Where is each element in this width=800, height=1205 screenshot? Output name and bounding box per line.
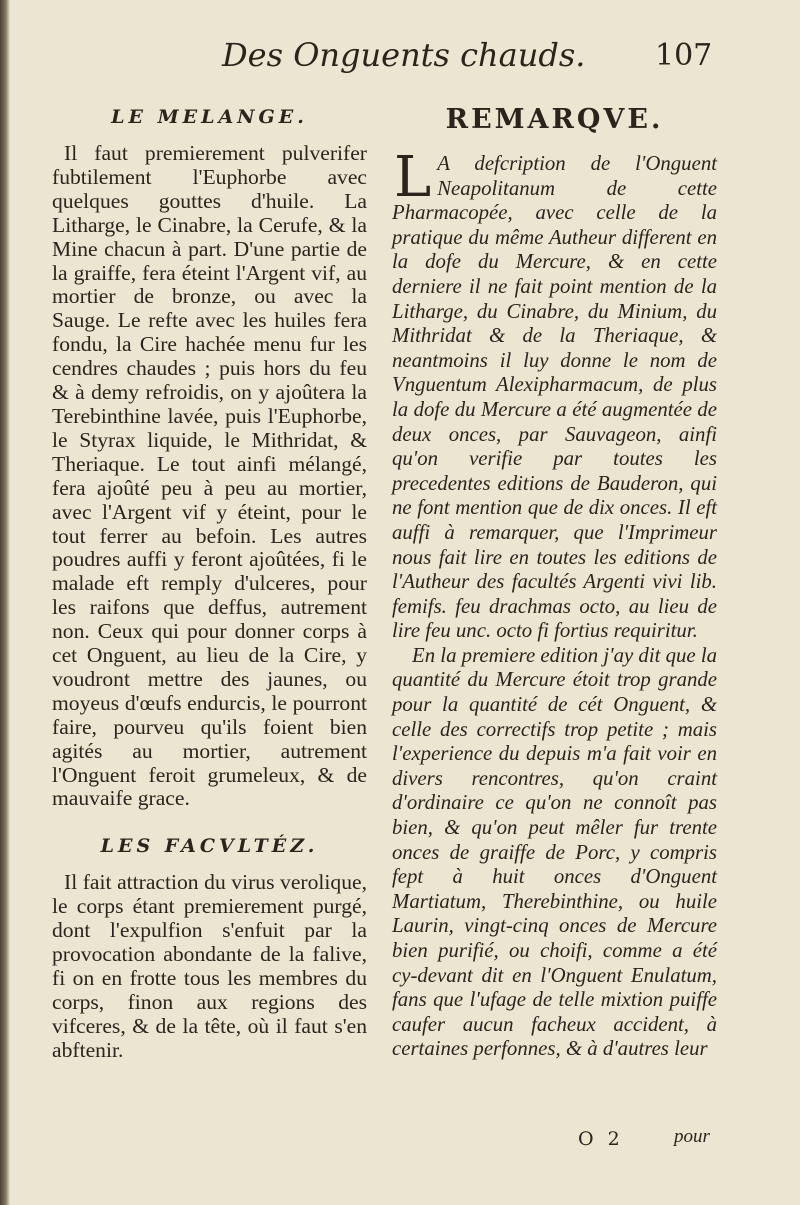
paragraph-melange: Il faut premierement pulverifer fubtilement l'Euphorbe avec quelques gouttes d'huile. La Litharge, le Cinabre, la Cerufe, & la Mine chacun à part. D'une partie de la graiffe, fera éteint l'Argent vif, au mortier de bronze, ou avec la Sauge. Le refte avec les huiles fera fondu, la Cire hachée menu fur les cendres chaudes ; puis hors du feu & à demy refroidis, on y ajoûtera la Terebinthine lavée, puis l'Euphorbe, le Styrax liquide, le Mithridat, & Theriaque. Le tout ainfi mélangé, fera ajoûté peu à peu au mortier, avec l'Argent vif y éteint, pour le tout ferrer au befoin. Les autres poudres auffi y feront ajoûtées, fi le malade eft remply d'ulceres, pour les raifons que deffus, autrement non. Ceux qui pour donner corps à cet Onguent, au lieu de la Cire, y voudront mettre des jaunes, ou moyeus d'œufs endurcis, le pourront faire, pourveu qu'ils foient bien agités au mortier, autrement l'Onguent feroit grumeleux, & de mauvaife grace. (52, 141, 367, 811)
drop-cap: L (394, 145, 432, 210)
paragraph-remarque-2: En la premiere edition j'ay dit que la quantité du Mercure étoit trop grande pour la quantité de cét Onguent, & celle des correctifs trop petite ; mais l'experience du depuis m'a fait voir en divers rencontres, qu'on craint d'ordinaire ce qu'on ne connoît pas bien, & qu'on peut mêler fur trente onces de graiffe de Porc, y compris fept à huit onces d'Onguent Martiatum, Therebinthine, ou huile Laurin, vingt-cinq onces de Mercure bien purifié, ou choifi, comme a été cy-devant dit en l'Onguent Enulatum, fans que l'ufage de telle mixtion puiffe caufer aucun facheux accident, à certaines perfonnes, & à d'autres leur (392, 643, 717, 1061)
signature-mark: O 2 (578, 1128, 624, 1150)
page-number: 107 (655, 38, 713, 73)
left-column (52, 100, 367, 1063)
catchword: pour (674, 1126, 710, 1147)
paragraph-remarque-1-text: A defcription de l'Onguent Neapolitanum de cette Pharmacopée, avec celle de la pratique du même Autheur different en la dofe du Mercure, & en cette derniere il ne fait point mention de la Litharge, du Cinabre, du Minium, du Mithridat & de la Theriaque, & neantmoins il luy donne le nom de Vnguentum Alexipharmacum, de plus la dofe du Mercure a été augmentée de deux onces, par Sauvageon, ainfi qu'on verifie par toutes les precedentes editions de Bauderon, qui ne font mention que de dix onces. Il eft auffi à remarquer, que l'Imprimeur nous fait lire en toutes les editions de l'Autheur des facultés Argenti vivi lib. femifs. feu drachmas octo, au lieu de lire feu unc. octo fi fortius requiritur. (392, 152, 717, 643)
page-footer (0, 1126, 800, 1156)
page-binding-edge (0, 0, 10, 1205)
section-heading-facultez: LES FACVLTÉZ. (100, 835, 319, 858)
right-column (392, 100, 717, 1062)
section-heading-remarque: REMARQVE. (445, 104, 664, 135)
section-heading-melange: LE MELANGE. (111, 106, 308, 128)
paragraph-facultez: Il fait attraction du virus verolique, le corps étant premierement purgé, dont l'expulfion s'enfuit par la provocation abondante de la falive, fi on en frotte tous les membres du corps, finon aux regions des vifceres, & de la tête, où il faut s'en abftenir. (52, 870, 367, 1062)
paragraph-remarque-1 (392, 145, 717, 644)
running-header (0, 30, 800, 76)
running-title: Des Onguents chauds. (222, 36, 586, 74)
